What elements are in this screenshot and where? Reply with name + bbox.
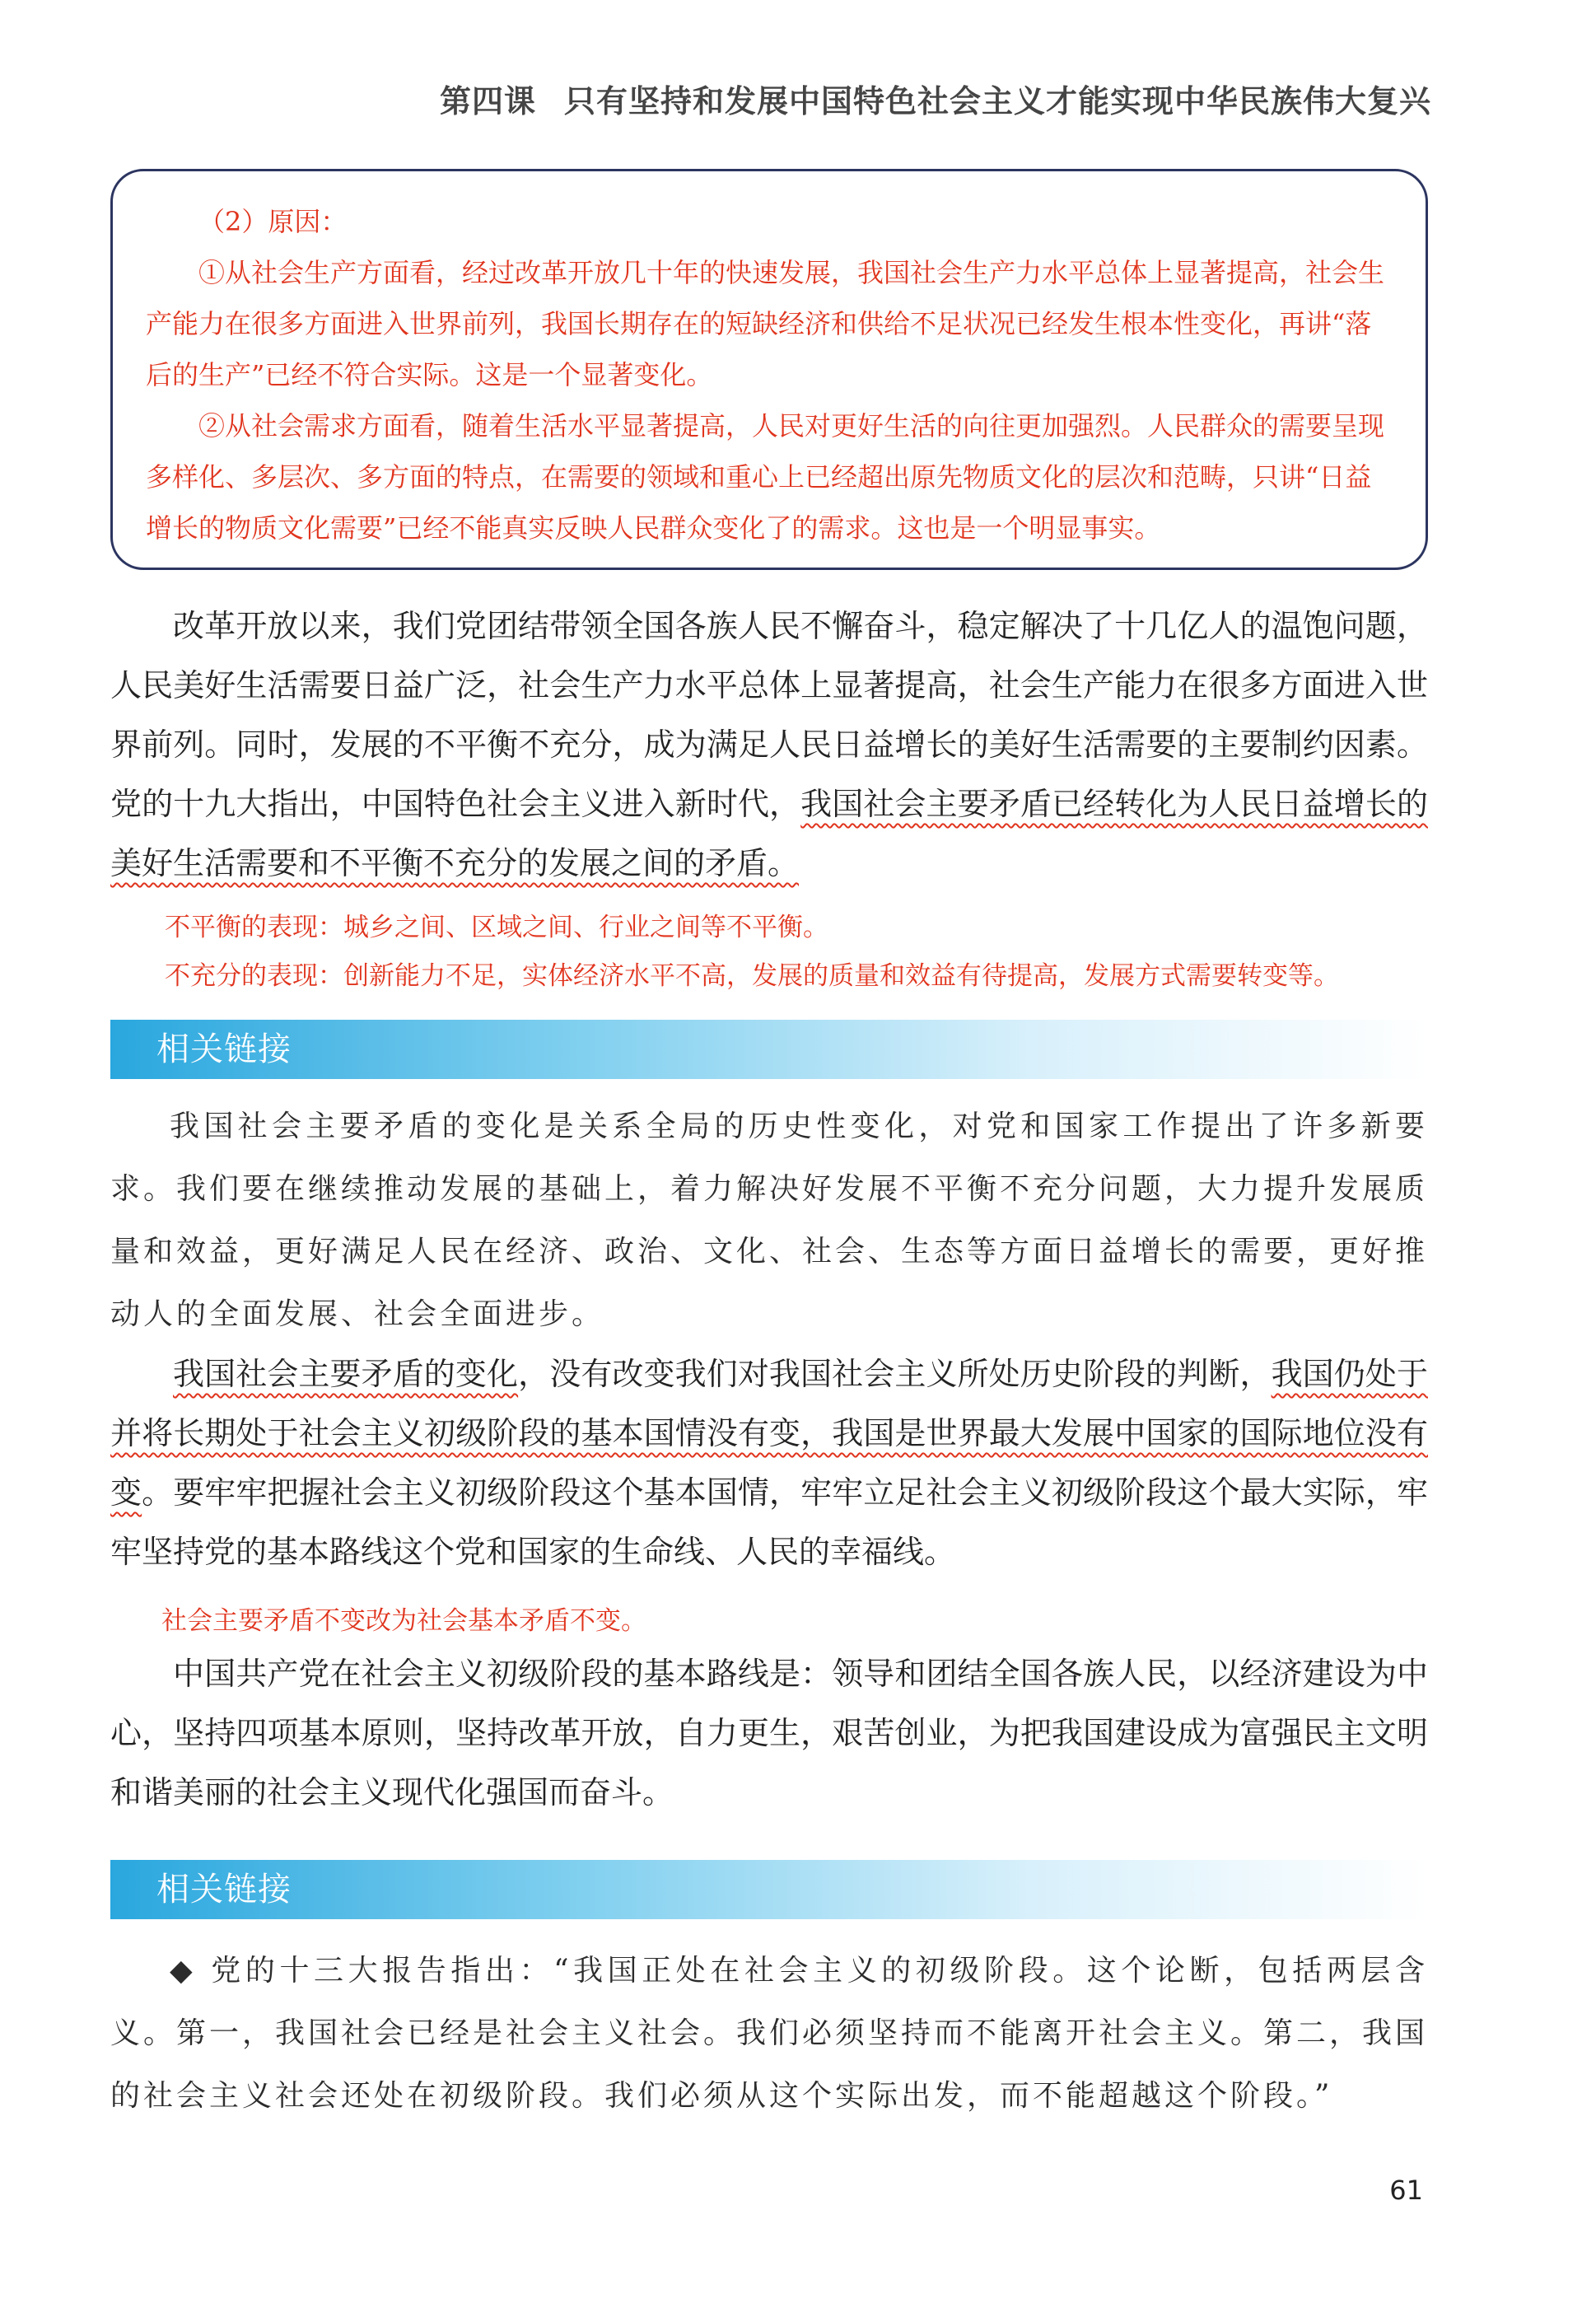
underlined-contradiction-change: 我国社会主要矛盾的变化 xyxy=(173,1356,519,1392)
page-number: 61 xyxy=(1389,2175,1423,2206)
related-link-paragraph-1: 我国社会主要矛盾的变化是关系全局的历史性变化，对党和国家工作提出了许多新要求。我们要在继续推动发展的基础上，着力解决好发展不平衡不充分问题，大力提升发展质量和效益，更好满足人民在经济、政治、文化、社会、生态等方面日益增长的需要，更好推动人的全面发展、社会全面进步。 xyxy=(110,1110,1429,1331)
paragraph-basic-line xyxy=(110,1644,1428,1822)
paragraph-basic-line-text: 中国共产党在社会主义初级阶段的基本路线是：领导和团结全国各族人民，以经济建设为中心，坚持四项基本原则，坚持改革开放，自力更生，艰苦创业，为把我国建设成为富强民主文明和谐美丽的社会主义现代化强国而奋斗。 xyxy=(110,1656,1428,1810)
related-link-paragraph-2: ◆ 党的十三大报告指出：“我国正处在社会主义的初级阶段。这个论断，包括两层含义。第一，我国社会已经是社会主义社会。我们必须坚持而不能离开社会主义。第二，我国的社会主义社会还处在初级阶段。我们必须从这个实际出发，而不能超越这个阶段。” xyxy=(110,1954,1429,2113)
note-heading: （2）原因： xyxy=(198,206,348,237)
paragraph-reform xyxy=(110,596,1428,893)
lesson-title: 只有坚持和发展中国特色社会主义才能实现中华民族伟大复兴 xyxy=(563,83,1431,119)
related-link-title-2: 相关链接 xyxy=(156,1871,292,1909)
paragraph-primary-stage-text-2: 。要牢牢把握社会主义初级阶段这个基本国情，牢牢立足社会主义初级阶段这个最大实际，牢牢坚持党的基本路线这个党和国家的生命线、人民的幸福线。 xyxy=(110,1474,1428,1570)
related-link-banner-2 xyxy=(110,1860,1428,1919)
lesson-number: 第四课 xyxy=(439,83,536,119)
paragraph-primary-stage-text-1: ，没有改变我们对我国社会主义所处历史阶段的判断， xyxy=(518,1356,1272,1392)
related-link-banner-1 xyxy=(110,1020,1428,1079)
related-link-title-1: 相关链接 xyxy=(156,1030,292,1068)
running-header xyxy=(440,76,1431,121)
note-unbalanced: 不平衡的表现：城乡之间、区域之间、行业之间等不平衡。 xyxy=(165,913,828,942)
underlined-national-condition: 我国仍处于并将长期处于社会主义初级阶段的基本国情没有变，我国是世界最大发展中国家的国际地位没有变 xyxy=(110,1356,1428,1511)
underlined-main-contradiction: 我国社会主要矛盾已经转化为人民日益增长的美好生活需要和不平衡不充分的发展之间的矛盾。 xyxy=(110,786,1428,881)
handwritten-note-box xyxy=(110,169,1428,570)
paragraph-reform-text: 改革开放以来，我们党团结带领全国各族人民不懈奋斗，稳定解决了十几亿人的温饱问题，人民美好生活需要日益广泛，社会生产力水平总体上显著提高，社会生产能力在很多方面进入世界前列。同时，发展的不平衡不充分，成为满足人民日益增长的美好生活需要的主要制约因素。党的十九大指出，中国特色社会主义进入新时代， xyxy=(110,608,1428,822)
note-insufficient: 不充分的表现：创新能力不足，实体经济水平不高，发展的质量和效益有待提高，发展方式需要转变等。 xyxy=(165,961,1339,991)
note-basic-contradiction: 社会主要矛盾不变改为社会基本矛盾不变。 xyxy=(161,1606,646,1636)
related-link-text-2 xyxy=(110,1940,1428,2128)
related-link-text-1 xyxy=(110,1096,1428,1346)
note-item-production: ①从社会生产方面看，经过改革开放几十年的快速发展，我国社会生产力水平总体上显著提高，社会生产能力在很多方面进入世界前列，我国长期存在的短缺经济和供给不足状况已经发生根本性变化，再讲“落后的生产”已经不符合实际。这是一个显著变化。 xyxy=(146,257,1385,390)
note-item-demand: ②从社会需求方面看，随着生活水平显著提高，人民对更好生活的向往更加强烈。人民群众的需要呈现多样化、多层次、多方面的特点，在需要的领域和重心上已经超出原先物质文化的层次和范畴，只讲“日益增长的物质文化需要”已经不能真实反映人民群众变化了的需求。这也是一个明显事实。 xyxy=(146,410,1385,544)
paragraph-primary-stage xyxy=(110,1344,1428,1581)
